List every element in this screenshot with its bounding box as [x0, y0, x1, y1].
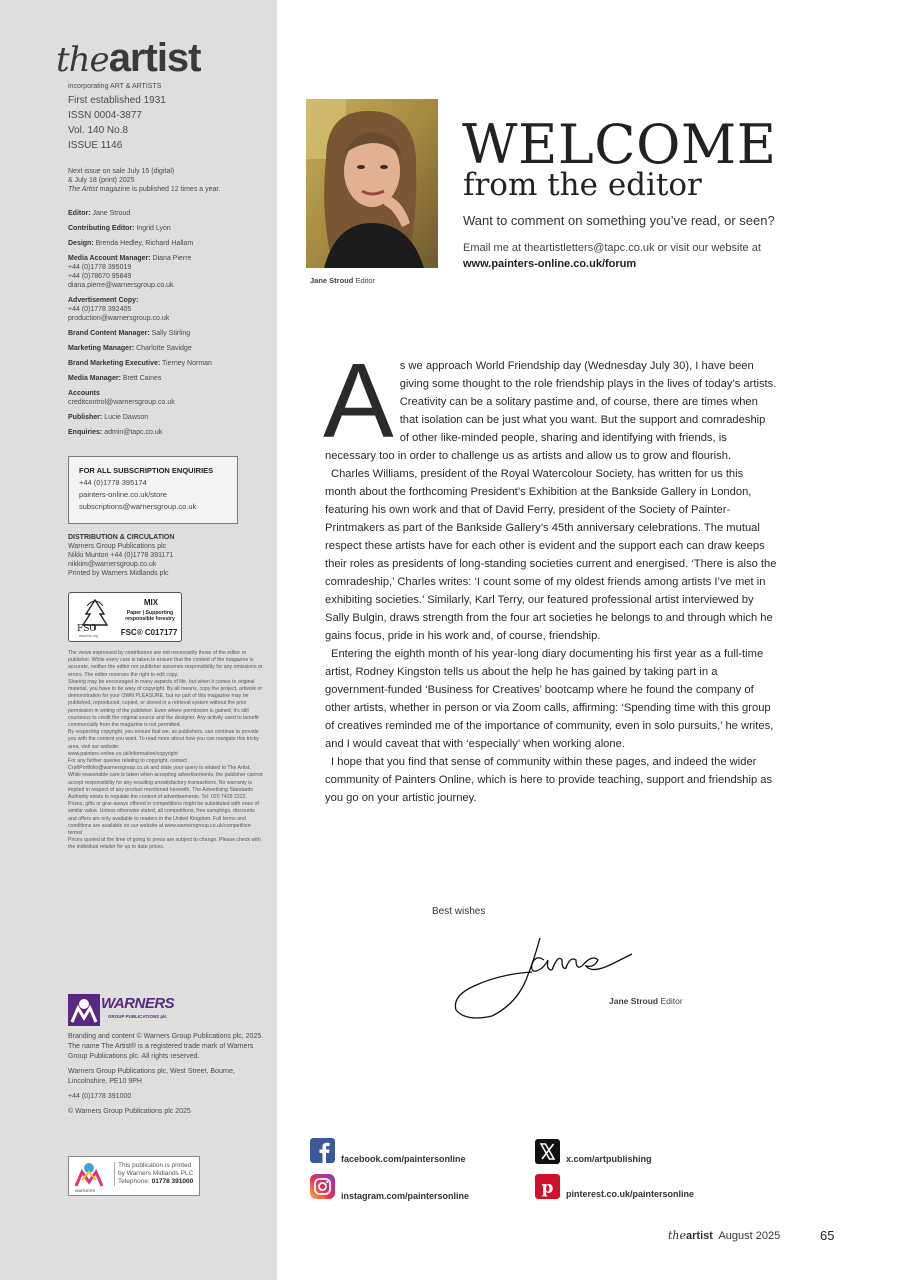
staff-entry: Enquiries: admin@tapc.co.uk: [68, 429, 163, 436]
contact-info: Email me at theartistletters@tapc.co.uk or visit our website at www.painters-online.co.uk/forum: [463, 242, 761, 270]
staff-entry: Design: Brenda Hedley, Richard Hallam: [68, 240, 194, 247]
warners-midlands-icon: [73, 1160, 105, 1190]
x-link[interactable]: x.com/artpublishing: [535, 1140, 652, 1164]
issue-line: ISSUE 1146: [68, 140, 123, 151]
facebook-link[interactable]: facebook.com/paintersonline: [310, 1138, 466, 1164]
x-icon: [535, 1139, 560, 1164]
theartist-logo: theartist: [56, 36, 201, 80]
page-footer: theartist August 2025: [668, 1229, 781, 1242]
staff-entry: Accounts creditcontrol@warnersgroup.co.uk: [68, 390, 175, 406]
copyright-block: Branding and content © Warners Group Publications plc, 2025. The name The Artist® is a registered trade mark of Warners Group Publications plc. All rights reserved. Warners Group Publications plc, West Street, Bourne, Lincolnshire. PE10 9PH +44 (0)1778 391000 © Warners Group Publications plc 2025: [68, 1033, 264, 1115]
paragraph: Charles Williams, president of the Royal Watercolour Society, has written for us this month about the forthcoming President’s Exhibition at the Bankside Gallery in London, featuring his own work and that of David Ferry, president of the Society of Painter-Printmakers as part of the Bankside Gallery’s 45th anniversary celebrations. The mutual respect these artists have for each other is evident and the support each can draw keeps their roles as presidents of long-standing societies current and energised. ‘There is also the comradeship,’ Charles writes: ‘I count some of my oldest friends among artists I’ve met in exhibiting societies.’ Similarly, Karl Terry, our featured professional artist interviewed by Sally Bulgin, draws strength from the four art societies he belongs to and through which he gains focus, pride in his work and, of course, friendship.: [325, 468, 777, 642]
subscription-email-link[interactable]: subscriptions@warnersgroup.co.uk: [79, 502, 197, 511]
page-subtitle: from the editor: [463, 167, 702, 203]
page-number: 65: [820, 1228, 835, 1243]
facebook-icon: [310, 1138, 335, 1163]
instagram-icon: [310, 1174, 335, 1199]
warners-emblem-icon: [68, 994, 100, 1026]
printer-box: WARNERS This publication is printed by Warners Midlands PLC Telephone: 01778 391000: [68, 1156, 200, 1196]
next-issue: Next issue on sale July 15 (digital) & July 18 (print) 2025 The Artist magazine is published 12 times a year.: [68, 168, 221, 193]
pinterest-link[interactable]: p pinterest.co.uk/paintersonline: [535, 1173, 694, 1199]
svg-text:p: p: [541, 1177, 554, 1198]
editor-portrait: [306, 99, 438, 268]
staff-entry: Advertisement Copy: +44 (0)1778 392405 production@warnersgroup.co.uk: [68, 297, 170, 322]
subscription-box: FOR ALL SUBSCRIPTION ENQUIRIES +44 (0)1778 395174 painters-online.co.uk/store subscriptions@warnersgroup.co.uk: [68, 456, 238, 524]
comment-prompt: Want to comment on something you’ve read, or seen?: [463, 213, 775, 228]
staff-entry: Brand Marketing Executive: Tierney Norman: [68, 360, 212, 367]
staff-entry: Brand Content Manager: Sally Stirling: [68, 330, 191, 337]
drop-cap: A: [323, 342, 394, 460]
warners-logo: WARNERS GROUP PUBLICATIONS plc: [68, 994, 170, 1026]
established-line: First established 1931: [68, 95, 166, 106]
incorporating-line: incorporating ART & ARTISTS: [68, 83, 162, 90]
staff-entry: Marketing Manager: Charlotte Savidge: [68, 345, 192, 352]
photo-caption: Jane Stroud Editor: [310, 276, 376, 285]
masthead-sidebar: [0, 0, 277, 1280]
issn-line: ISSN 0004-3877: [68, 110, 142, 121]
staff-entry: Media Manager: Brett Caines: [68, 375, 162, 382]
staff-entry: Contributing Editor: Ingrid Lyon: [68, 225, 171, 232]
page-title: WELCOME: [462, 113, 777, 176]
legal-fine-print: The views expressed by contributors are not necessarily those of the editor or publisher. While every care is taken to ensure that the content of the magazine is accurate, neither the editor nor publisher assumes responsibility for any omissions or errors. The editor reserves the right to edit copy. Sharing may be encouraged in many aspects of life, but when it comes to original material, you have to be wary of copyright. By all means, copy the project, artwork or demonstration for your OWN PLEASURE, but no part of this magazine may be published, reproduced, copied, or stored in a retrieval system without the prior permission in writing of the publisher. Even where permission is gained, it's still courteous to credit the original source and the designer. Any activity used to benefit commercially from the magazine is not permitted. By respecting copyright, you ensure that we, as publishers, can continue to provide you with the content you want. To read more about how you can navigate this tricky area, visit our website: www.painters-online.co.uk/information/copyright For any further queries relating to copyright, contact CraftPortfolio@warnersgroup.co.uk and state your query is related to The Artist. While reasonable care is taken when accepting advertisements, the publisher cannot accept responsibility for any resulting unsatisfactory transactions. No warranty is implied in respect of any product mentioned herewith. The Advertising Standards Authority exists to regulate the content of advertisements. Tel: 020 7429 2222. Prizes, gifts or give-aways offered in competitions might be substituted with ones of similar value. Unless otherwise stated, all competitions, free samplings, discounts and offers are only available to readers in the United Kingdom. Full terms and conditions are available on our website at www.warnersgroup.co.uk/competition-terms/ Prices quoted at the time of going to press are subject to change. Please check with the individual retailer for up to date prices.: [68, 650, 263, 851]
forum-link[interactable]: www.painters-online.co.uk/forum: [463, 258, 637, 270]
editor-signature: [452, 930, 642, 1022]
editorial-body: As we approach World Friendship day (Wednesday July 30), I have been giving some thought to the role friendship plays in the lives of today’s artists. Creativity can be a solitary pastime and, of course, there are times when that isolation can be just what you want. But the support and comradeship of other like-minded people, sharing and identifying with friends, is necessary too in order to challenge us as artists and allow us to grow and flourish. Charles Williams, president of the Royal Watercolour Society, has written for us this month about the forthcoming President’s Exhibition at the Bankside Gallery in London, featuring his own work and that of David Ferry, president of the Society of Painter-Printmakers as part of the Bankside Gallery’s 45th anniversary celebrations. The mutual respect these artists have for each other is evident and the support each can draw keeps their roles as presidents of long-standing societies current and energised. ‘There is also the comradeship,’ Charles writes: ‘I count some of my oldest friends among artists I’ve met in exhibiting societies.’ Similarly, Karl Terry, our featured professional artist interviewed by Sally Bulgin, draws strength from the four art societies he belongs to and through which he gains focus, pride in his work and, of course, friendship. Entering the eighth month of his year-long diary documenting his first year as a full-time artist, Rodney Kingston tells us about the help he has gained by taking part in a government-funded ‘Business for Creatives’ bootcamp where he found the company of other artists, whether in person or via Zoom calls, affirming: ‘Spending time with this group of creatives reminded me of the importance of community, even in solo pursuits,’ he writes, and I would caveat that with ‘especially’ when working alone. I hope that you find that sense of community within these pages, and indeed the wider community of Painters Online, which is here to provide teaching, support and friendship as you go on your artistic journey.: [325, 357, 777, 807]
paragraph: Entering the eighth month of his year-long diary documenting his first year as a full-time artist, Rodney Kingston tells us about the help he has gained by taking part in a government-funded ‘Business for Creatives’ bootcamp where he found the company of other artists, whether in person or via Zoom calls, affirming: ‘Spending time with this group of creatives reminded me of the importance of community, even in solo pursuits,’ he writes, and I would caveat that with ‘especially’ when working alone.: [325, 648, 774, 750]
volume-line: Vol. 140 No.8: [68, 125, 129, 136]
fsc-badge: FSC www.fsc.org MIX Paper | Supporting responsible forestry FSC® C017177: [68, 592, 182, 642]
staff-entry: Media Account Manager: Diana Pierre +44 (0)1778 395019 +44 (0)78670 95849 diana.pierre@warnersgroup.co.uk: [68, 255, 192, 289]
distribution-block: DISTRIBUTION & CIRCULATION Warners Group Publications plc Nikki Munton +44 (0)1778 391171 nikkim@warnersgroup.co.uk Printed by Warners Midlands plc: [68, 534, 175, 577]
staff-entry: Publisher: Lucie Dawson: [68, 414, 149, 421]
store-link[interactable]: painters-online.co.uk/store: [79, 490, 167, 499]
signature-name: Jane Stroud Editor: [609, 996, 683, 1006]
instagram-link[interactable]: instagram.com/paintersonline: [310, 1171, 469, 1201]
paragraph: I hope that you find that sense of community within these pages, and indeed the wider community of Painters Online, which is here to provide teaching, support and friendship as you go on your artistic journey.: [325, 756, 773, 804]
pinterest-icon: [535, 1174, 560, 1199]
staff-list: [68, 209, 264, 443]
sign-off: Best wishes: [432, 906, 486, 917]
staff-entry: Editor: Jane Stroud: [68, 210, 131, 217]
